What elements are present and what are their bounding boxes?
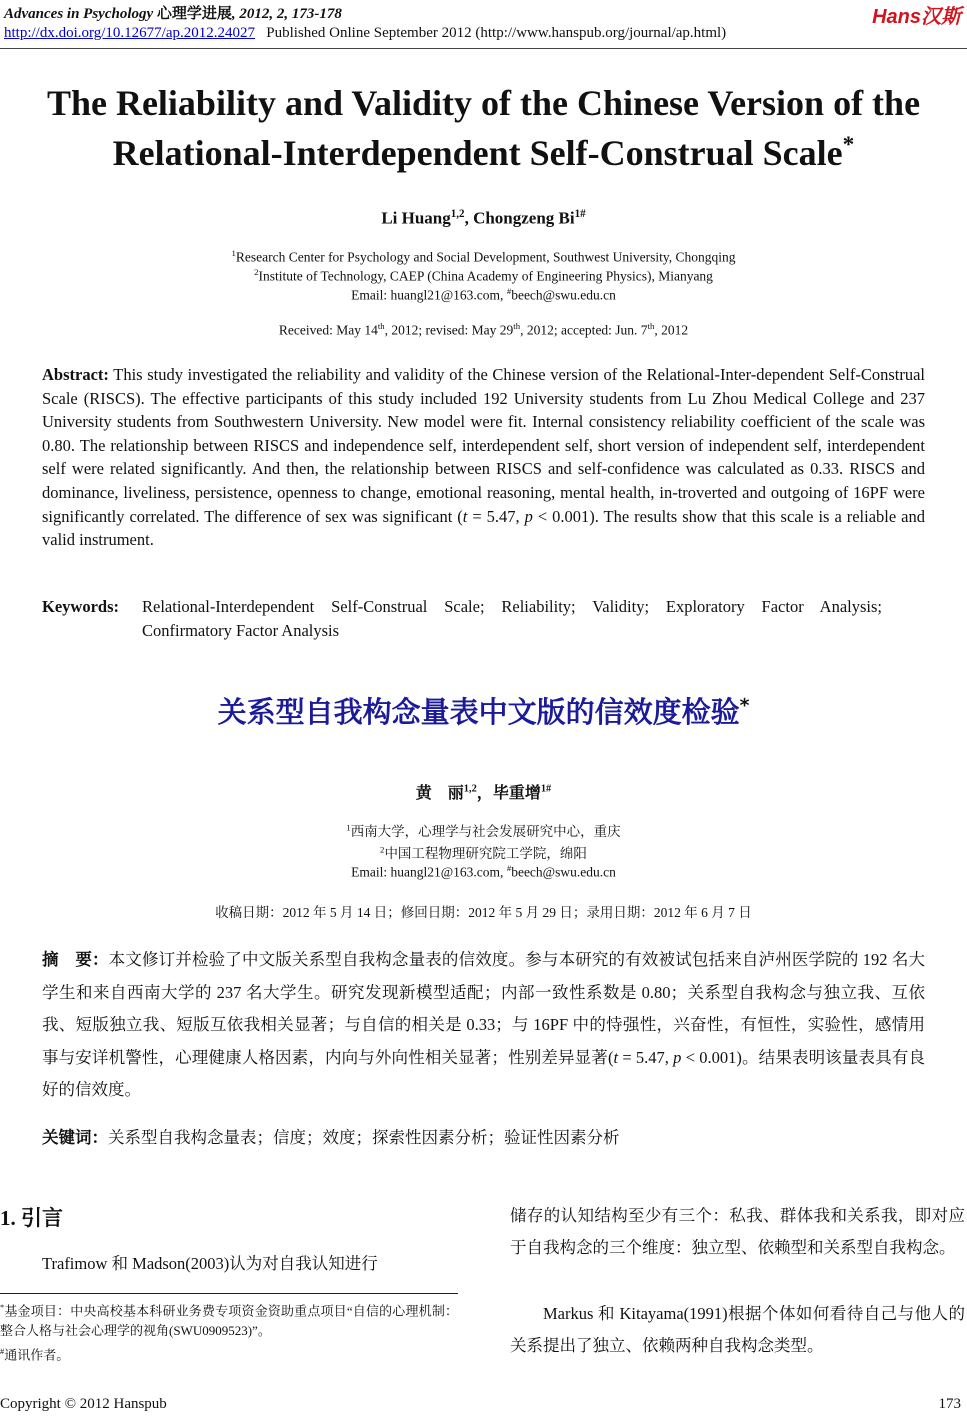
footnotes — [0, 1297, 458, 1366]
abstract — [42, 363, 925, 552]
sep: ， — [476, 785, 493, 802]
section-heading: 1. 引言 — [0, 1206, 63, 1230]
t: 本文修订并检验了中文版关系型自我构念量表的信效度。参与本研究的有效被试包括来自泸州医学院的 192 名大学生和来自西南大学的 237 名大学生。研究发现新模型适配；内部一致性系数是 0.80；关系型自我构念与独立我、互依我、短版独立我、短版互依我相关显著；与自信的相关是 0.33；与 16PF 中的恃强性，兴奋性，有恒性，实验性，感情用事与安详机警性，心理健康人格因素，内向与外向性相关显著；性别差异显著( — [42, 950, 926, 1067]
journal-header — [4, 2, 342, 23]
cn-title-mark: * — [739, 695, 750, 717]
cn-title-text: 关系型自我构念量表中文版的信效度检验 — [217, 695, 740, 729]
aff-sup: 1 — [231, 248, 236, 258]
sup: 1,2 — [463, 783, 477, 795]
email — [0, 286, 967, 304]
author-1: Li Huang — [381, 208, 451, 228]
abstract-text: This study investigated the reliability and validity of the Chinese version of the Relational-Inter-dependent Self-Construal Scale (RISCS). The effective participants of this study included 192 University students from Lu Zhou Medical College and 237 University students from Southwestern University. New model were fit. Internal consistency reliability coefficient of the scale was 0.80. The relationship between RISCS and independence self, interdependent self, short version of independent self, interdependent self were related significantly. And then, the relationship between RISCS and self-confidence was calculated as 0.33. RISCS and dominance, liveliness, persistence, openness to change, emotional reasoning, mental health, in-troverted and outgoing of 16PF were significantly correlated. The difference of sex was significant ( — [42, 365, 925, 526]
author-2: Chongzeng Bi — [473, 208, 575, 228]
d: , 2012 — [654, 322, 689, 338]
keywords-label: Keywords: — [42, 597, 119, 616]
author-2-sup: 1# — [574, 208, 586, 220]
t: < 0.001)。结果表明该量表具有良好的信效度。 — [42, 1047, 925, 1099]
cn-dates: 收稿日期：2012 年 5 月 14 日；修回日期：2012 年 5 月 29 日；录用日期：2012 年 6 月 7 日 — [215, 905, 752, 920]
doi-line — [4, 25, 726, 42]
right-column-para-2: Markus 和 Kitayama(1991)根据个体如何看待自己与他人的关系提出了独立、依赖两种自我构念类型。 — [510, 1304, 965, 1355]
cn-keywords-label: 关键词： — [42, 1128, 108, 1147]
cn-author-1: 黄 丽 — [415, 785, 464, 802]
fn-mark: # — [0, 1346, 5, 1357]
d: , 2012; accepted: Jun. 7 — [520, 322, 648, 338]
cn-title — [0, 690, 967, 731]
aff-text: Institute of Technology, CAEP (China Academy of Engineering Physics), Mianyang — [258, 268, 713, 284]
d: Received: May 14 — [278, 322, 378, 338]
affiliation-1 — [0, 248, 967, 266]
keywords — [42, 595, 925, 640]
page-number: 173 — [938, 1396, 961, 1412]
cn-affiliation-2 — [0, 842, 967, 862]
d: th — [513, 321, 521, 331]
abstract-text: < 0.001). The results show that this scale is a reliable and valid instrument. — [42, 506, 925, 550]
author-sep: , — [464, 208, 474, 228]
paper-title — [0, 82, 967, 174]
cn-keywords — [42, 1124, 925, 1148]
cn-email — [0, 863, 967, 881]
cn-author-2: 毕重增 — [492, 785, 541, 802]
email-sup: # — [506, 863, 512, 873]
title-line-1: The Reliability and Validity of the Chinese Version of the — [46, 83, 921, 123]
citation: , 2012, 2, 173-178 — [231, 6, 342, 22]
aff-text: 西南大学，心理学与社会发展研究中心，重庆 — [350, 824, 621, 839]
received-dates — [0, 321, 967, 339]
keywords-text: Relational-Interdependent Self-Construal Scale; Reliability; Validity; Exploratory Factor Analysis; Confirmatory Factor Analysis — [142, 597, 882, 640]
t: t — [613, 1047, 619, 1067]
copyright: Copyright © 2012 Hanspub — [0, 1396, 167, 1412]
header-divider — [0, 48, 967, 49]
journal-name-cn: 心理学进展 — [156, 6, 232, 22]
sup: 2 — [380, 844, 385, 855]
d: , 2012; revised: May 29 — [384, 322, 514, 338]
title-line-2: Relational-Interdependent Self-Construal Scale — [112, 133, 843, 173]
cn-keywords-text: 关系型自我构念量表；信度；效度；探索性因素分析；验证性因素分析 — [108, 1128, 620, 1147]
email-1: Email: huangl21@163.com, — [351, 287, 507, 303]
aff-sup: 2 — [254, 267, 259, 277]
journal-name: Advances in Psychology — [4, 6, 154, 22]
published-info: Published Online September 2012 (http://www.hanspub.org/journal/ap.html) — [266, 25, 727, 41]
sup: 1 — [346, 822, 351, 833]
footnote-1: 基金项目：中央高校基本科研业务费专项资金资助重点项目“自信的心理机制：整合人格与社会心理学的视角(SWU0909523)”。 — [0, 1303, 458, 1339]
footnote-2: 通讯作者。 — [4, 1347, 70, 1363]
cn-abstract-label: 摘 要： — [42, 950, 109, 969]
email-1: Email: huangl21@163.com, — [351, 864, 507, 880]
abstract-label: Abstract: — [42, 365, 109, 384]
left-column-text: Trafimow 和 Madson(2003)认为对自我认知进行 — [42, 1254, 378, 1273]
d: th — [647, 321, 655, 331]
t: t — [462, 506, 468, 526]
t: = 5.47, — [618, 1047, 674, 1067]
affiliation-2 — [0, 267, 967, 285]
p: p — [673, 1047, 682, 1067]
title-footnote-mark: * — [842, 132, 855, 158]
p: p — [524, 506, 533, 526]
right-column-para-1: 储存的认知结构至少有三个：私我、群体我和关系我，即对应于自我构念的三个维度：独立型、依赖型和关系型自我构念。 — [510, 1206, 965, 1257]
authors — [0, 208, 967, 229]
cn-affiliation-1 — [0, 820, 967, 840]
doi-link[interactable]: http://dx.doi.org/10.12677/ap.2012.24027 — [4, 25, 255, 41]
email-sup: # — [506, 286, 512, 296]
footnote-divider — [0, 1293, 458, 1294]
author-1-sup: 1,2 — [450, 208, 465, 220]
aff-text: 中国工程物理研究院工学院，绵阳 — [384, 846, 587, 861]
fn-mark: * — [0, 1302, 5, 1312]
cn-abstract — [42, 944, 925, 1107]
email-2: beech@swu.edu.cn — [511, 287, 616, 303]
email-2: beech@swu.edu.cn — [511, 864, 616, 880]
abstract-text: = 5.47, — [467, 506, 525, 526]
sup: 1# — [540, 783, 552, 795]
cn-authors — [0, 780, 967, 803]
d: th — [377, 321, 385, 331]
aff-text: Research Center for Psychology and Social Development, Southwest University, Chongqing — [235, 249, 736, 265]
hans-logo: Hans汉斯 — [872, 6, 961, 28]
